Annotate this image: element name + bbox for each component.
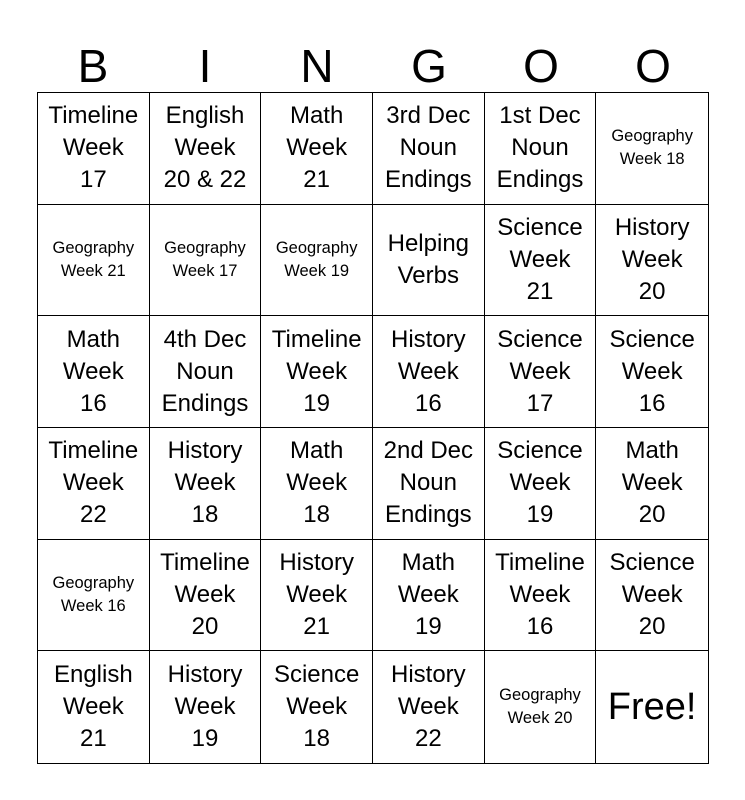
bingo-cell[interactable] — [150, 316, 262, 428]
bingo-cell[interactable] — [373, 540, 485, 652]
cell-label: English Week 21 — [53, 661, 133, 753]
bingo-cell[interactable] — [38, 540, 150, 652]
cell-label: History Week 22 — [390, 661, 466, 753]
bingo-cell[interactable] — [373, 428, 485, 540]
bingo-cell[interactable] — [485, 205, 597, 317]
bingo-cell[interactable] — [596, 205, 708, 317]
bingo-cell[interactable] — [596, 316, 708, 428]
bingo-cell[interactable] — [261, 428, 373, 540]
bingo-cell[interactable] — [38, 316, 150, 428]
bingo-cell[interactable] — [373, 205, 485, 317]
cell-label: Timeline Week 16 — [495, 548, 585, 640]
header-letter-i: I — [198, 40, 212, 92]
cell-label: 1st Dec Noun Endings — [496, 102, 584, 194]
bingo-cell[interactable] — [38, 428, 150, 540]
cell-label: History Week 21 — [279, 548, 354, 640]
bingo-cell[interactable] — [38, 205, 150, 317]
bingo-cell[interactable] — [485, 651, 597, 763]
header-letter-n: N — [300, 40, 334, 92]
bingo-cell[interactable] — [373, 93, 485, 205]
cell-label: Science Week 17 — [497, 325, 583, 417]
cell-label: Science Week 18 — [273, 661, 360, 753]
cell-label: 3rd Dec Noun Endings — [384, 102, 472, 194]
bingo-cell[interactable] — [596, 428, 708, 540]
bingo-cell[interactable] — [373, 651, 485, 763]
cell-label: History Week 19 — [167, 661, 243, 753]
bingo-cell[interactable] — [150, 651, 262, 763]
cell-label: Geography Week 19 — [275, 238, 358, 280]
cell-label: Science Week 16 — [609, 325, 695, 417]
bingo-cell[interactable] — [596, 540, 708, 652]
bingo-cell[interactable] — [38, 651, 150, 763]
cell-label: Timeline Week 20 — [160, 548, 250, 640]
cell-label: Math Week 19 — [397, 548, 459, 640]
cell-label: Timeline Week 19 — [271, 325, 362, 417]
cell-label: History Week 16 — [390, 325, 466, 417]
cell-label: History Week 20 — [614, 213, 690, 305]
cell-label: 2nd Dec Noun Endings — [383, 437, 474, 529]
cell-label: Timeline Week 22 — [48, 437, 139, 529]
bingo-cell[interactable] — [596, 93, 708, 205]
bingo-grid — [37, 92, 709, 764]
bingo-cell[interactable] — [261, 205, 373, 317]
bingo-header — [37, 38, 709, 94]
bingo-cell[interactable] — [150, 93, 262, 205]
header-letter-g: G — [411, 40, 447, 92]
bingo-cell[interactable] — [150, 428, 262, 540]
cell-label: Helping Verbs — [387, 229, 470, 289]
cell-label: English Week 20 & 22 — [163, 102, 247, 194]
cell-label: Math Week 18 — [286, 437, 348, 529]
bingo-cell[interactable] — [485, 93, 597, 205]
bingo-cell[interactable] — [373, 316, 485, 428]
cell-label: Math Week 21 — [286, 102, 348, 194]
bingo-cell[interactable] — [485, 316, 597, 428]
bingo-cell[interactable] — [150, 540, 262, 652]
bingo-cell[interactable] — [261, 93, 373, 205]
bingo-cell[interactable] — [261, 651, 373, 763]
free-space-cell[interactable] — [596, 651, 708, 763]
header-letter-o: O — [523, 40, 559, 92]
bingo-cell[interactable] — [485, 428, 597, 540]
free-space-label: Free! — [607, 686, 697, 729]
cell-label: Geography Week 18 — [611, 127, 693, 169]
header-letter-o-2: O — [635, 40, 671, 92]
header-letter-b: B — [77, 40, 109, 92]
bingo-cell[interactable] — [261, 316, 373, 428]
cell-label: Geography Week 20 — [499, 686, 581, 728]
cell-label: Geography Week 16 — [52, 573, 135, 615]
bingo-cell[interactable] — [150, 205, 262, 317]
cell-label: Timeline Week 17 — [48, 102, 139, 194]
cell-label: Math Week 20 — [621, 437, 683, 529]
cell-label: Science Week 19 — [497, 437, 583, 529]
cell-label: Geography Week 17 — [164, 238, 246, 280]
cell-label: Science Week 20 — [609, 548, 695, 640]
bingo-cell[interactable] — [38, 93, 150, 205]
cell-label: Science Week 21 — [497, 213, 583, 305]
cell-label: Math Week 16 — [62, 325, 124, 417]
cell-label: Geography Week 21 — [52, 238, 135, 280]
cell-label: History Week 18 — [167, 437, 243, 529]
bingo-cell[interactable] — [485, 540, 597, 652]
cell-label: 4th Dec Noun Endings — [161, 325, 249, 417]
bingo-cell[interactable] — [261, 540, 373, 652]
